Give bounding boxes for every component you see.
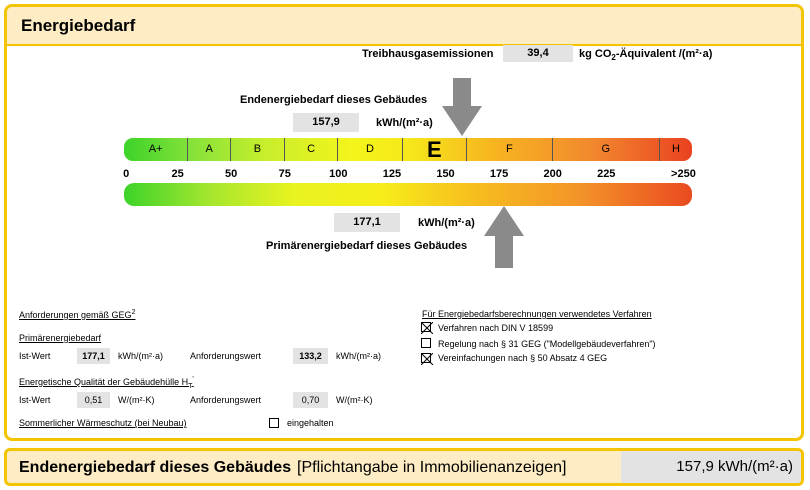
scale-tick-label: 175 <box>489 168 509 180</box>
method-model-checkbox[interactable] <box>421 338 431 348</box>
summer-protection-checkbox[interactable] <box>269 418 279 428</box>
energy-scale <box>124 138 692 161</box>
method-simplified-checkbox[interactable] <box>421 353 431 363</box>
scale-tick-label: 75 <box>278 168 291 180</box>
scale-class-g: G <box>553 138 660 161</box>
primary-actual-unit: kWh/(m²·a) <box>118 351 163 361</box>
primary-energy-unit: kWh/(m²·a) <box>418 217 475 229</box>
scale-class-b: B <box>231 138 285 161</box>
primary-actual-value: 177,1 <box>77 348 110 364</box>
footer-bar <box>4 448 804 486</box>
scale-class-h: H <box>671 143 680 155</box>
scale-tick-label: 150 <box>436 168 455 180</box>
primary-energy-value: 177,1 <box>334 213 400 232</box>
footer-note: [Pflichtangabe in Immobilienanzeigen] <box>297 459 567 476</box>
envelope-title: Energetische Qualität der Gebäudehülle $H_T'$ <box>19 376 194 390</box>
emissions-unit: kg $CO_2$-Äquivalent /(m²·a) <box>579 48 713 63</box>
scale-class-f: F <box>467 138 553 161</box>
scale-tick-label: 100 <box>329 168 348 180</box>
summer-protection-check-label: eingehalten <box>287 418 334 428</box>
checkbox-cross-icon <box>421 353 433 365</box>
primary-req-label: Anforderungswert <box>190 351 262 361</box>
emissions-label: Treibhausgasemissionen <box>362 48 494 60</box>
methods-title: Für Energiebedarfsberechnungen verwendetes Verfahren <box>422 309 652 319</box>
envelope-actual-unit: W/(m²·K) <box>118 395 155 405</box>
method-din-label: Verfahren nach DIN V 18599 <box>438 323 554 333</box>
method-simplified-label: Vereinfachungen nach § 50 Absatz 4 GEG <box>438 353 608 363</box>
panel-title: Energiebedarf <box>21 16 136 35</box>
envelope-req-value: 0,70 <box>293 392 328 408</box>
primary-requirements-title: Primärenergiebedarf <box>19 333 102 343</box>
footer-label: Endenergiebedarf dieses Gebäudes <box>19 459 292 476</box>
end-energy-unit: kWh/(m²·a) <box>376 117 433 129</box>
end-energy-value: 157,9 <box>293 113 359 132</box>
primary-req-unit: kWh/(m²·a) <box>336 351 381 361</box>
end-energy-arrow-icon <box>442 78 482 138</box>
requirements-title: Anforderungen gemäß GEG$^2$ <box>19 309 136 320</box>
end-energy-label: Endenergiebedarf dieses Gebäudes <box>240 94 428 106</box>
scale-tick-label: 225 <box>597 168 616 180</box>
scale-tick-label: >250 <box>671 168 696 180</box>
checkbox-cross-icon <box>421 322 433 334</box>
envelope-actual-label: Ist-Wert <box>19 395 51 405</box>
emissions-value: 39,4 <box>503 45 573 62</box>
scale-tick-label: 50 <box>225 168 238 180</box>
method-model-label: Regelung nach § 31 GEG ("Modellgebäudeverfahren") <box>438 339 656 349</box>
scale-tick-label: 125 <box>382 168 402 180</box>
scale-class-d: D <box>338 138 402 161</box>
scale-tick-label: 200 <box>543 168 562 180</box>
panel-header <box>7 7 801 46</box>
primary-energy-label: Primärenergiebedarf dieses Gebäudes <box>266 240 468 252</box>
scale-tick-label: 0 <box>123 168 130 180</box>
summer-protection-label: Sommerlicher Wärmeschutz (bei Neubau) <box>19 418 187 428</box>
envelope-actual-value: 0,51 <box>77 392 110 408</box>
primary-actual-label: Ist-Wert <box>19 351 51 361</box>
scale-tick-label: 25 <box>171 168 184 180</box>
primary-energy-arrow-icon <box>484 206 524 268</box>
footer-value: 157,9 kWh/(m²·a) <box>621 451 801 483</box>
scale-class-c: C <box>285 138 339 161</box>
scale-class-a-plus: A+ <box>124 138 188 161</box>
primary-energy-bar <box>124 183 692 206</box>
method-din-checkbox[interactable] <box>421 322 431 332</box>
envelope-req-unit: W/(m²·K) <box>336 395 373 405</box>
primary-req-value: 133,2 <box>293 348 328 364</box>
scale-class-a: A <box>188 138 231 161</box>
scale-class-e: E <box>403 138 467 161</box>
envelope-req-label: Anforderungswert <box>190 395 262 405</box>
